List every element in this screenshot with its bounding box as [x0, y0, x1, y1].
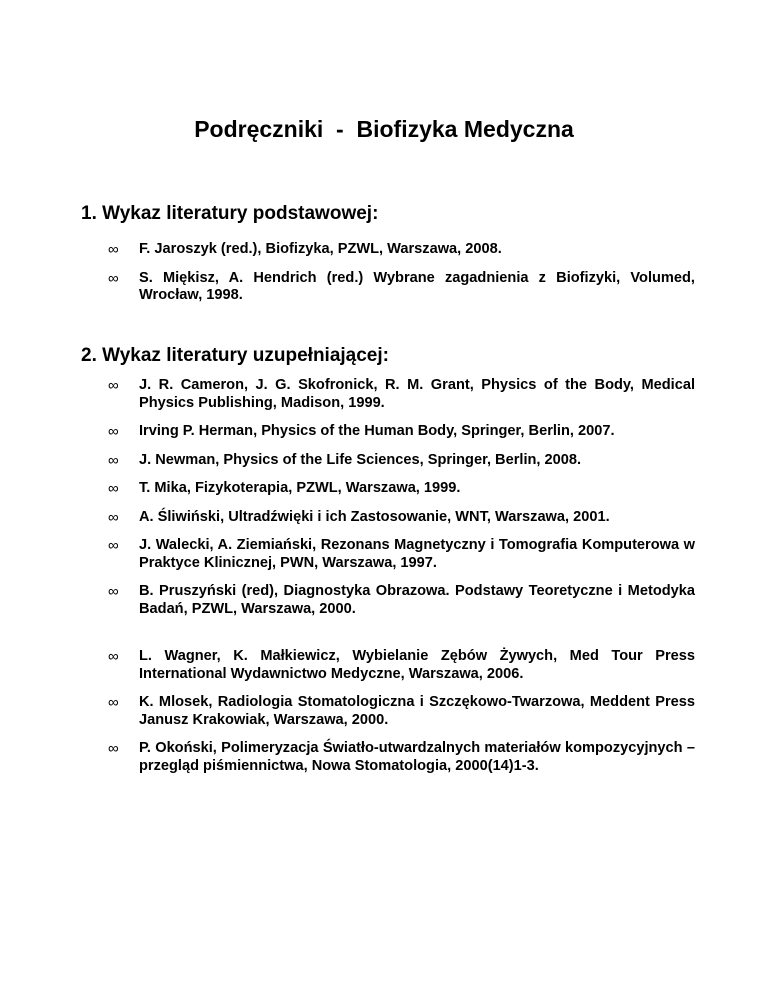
list-item: [108, 452, 695, 470]
infinity-bullet-icon: ∞: [108, 694, 119, 711]
list-item: [108, 648, 695, 683]
reference-text: J. R. Cameron, J. G. Skofronick, R. M. Grant, Physics of the Body, Medical Physics Publishing, Madison, 1999.: [139, 377, 695, 411]
reference-text: J. Newman, Physics of the Life Sciences, Springer, Berlin, 2008.: [139, 451, 582, 468]
list-item: [108, 423, 695, 441]
list-item: [108, 377, 695, 412]
list-item: [108, 270, 695, 305]
infinity-bullet-icon: ∞: [108, 451, 119, 469]
basic-literature-list: [108, 241, 695, 316]
reference-text: L. Wagner, K. Małkiewicz, Wybielanie Zębów Żywych, Med Tour Press International Wydawnictwo Medyczne, Warszawa, 2006.: [139, 648, 695, 682]
list-item: [108, 583, 695, 618]
infinity-bullet-icon: ∞: [108, 423, 119, 440]
list-item: [108, 694, 695, 729]
list-item: [108, 480, 695, 498]
reference-text: T. Mika, Fizykoterapia, PZWL, Warszawa, 1999.: [139, 480, 461, 496]
supplementary-literature-list: [108, 377, 695, 786]
list-item: [108, 241, 695, 259]
infinity-bullet-icon: ∞: [108, 241, 119, 258]
infinity-bullet-icon: ∞: [108, 583, 119, 600]
list-item: [108, 509, 695, 527]
list-item: [108, 740, 695, 775]
reference-text: Irving P. Herman, Physics of the Human Body, Springer, Berlin, 2007.: [139, 423, 615, 439]
infinity-bullet-icon: ∞: [108, 480, 119, 497]
list-item: [108, 537, 695, 572]
reference-text: B. Pruszyński (red), Diagnostyka Obrazowa. Podstawy Teoretyczne i Metodyka Badań, PZWL, Warszawa, 2000.: [139, 583, 695, 617]
infinity-bullet-icon: ∞: [108, 269, 119, 287]
section-heading-supplementary-literature: 2. Wykaz literatury uzupełniającej:: [81, 345, 389, 366]
reference-text: J. Walecki, A. Ziemiański, Rezonans Magnetyczny i Tomografia Komputerowa w Praktyce Klinicznej, PWN, Warszawa, 1997.: [139, 537, 695, 571]
reference-text: A. Śliwiński, Ultradźwięki i ich Zastosowanie, WNT, Warszawa, 2001.: [139, 508, 610, 525]
infinity-bullet-icon: ∞: [108, 377, 119, 394]
reference-text: S. Miękisz, A. Hendrich (red.) Wybrane zagadnienia z Biofizyki, Volumed, Wrocław, 1998.: [139, 269, 695, 303]
reference-text: F. Jaroszyk (red.), Biofizyka, PZWL, Warszawa, 2008.: [139, 241, 502, 257]
infinity-bullet-icon: ∞: [108, 508, 119, 526]
reference-text: P. Okoński, Polimeryzacja Światło-utwardzalnych materiałów kompozycyjnych – przegląd piśmiennictwa, Nowa Stomatologia, 2000(14)1-3.: [139, 740, 695, 774]
reference-text: K. Mlosek, Radiologia Stomatologiczna i Szczękowo-Twarzowa, Meddent Press Janusz Krakowiak, Warszawa, 2000.: [139, 694, 695, 728]
infinity-bullet-icon: ∞: [108, 740, 119, 757]
infinity-bullet-icon: ∞: [108, 648, 119, 665]
infinity-bullet-icon: ∞: [108, 537, 119, 554]
section-heading-basic-literature: 1. Wykaz literatury podstawowej:: [81, 203, 379, 224]
document-title: Podręczniki - Biofizyka Medyczna: [194, 116, 574, 142]
